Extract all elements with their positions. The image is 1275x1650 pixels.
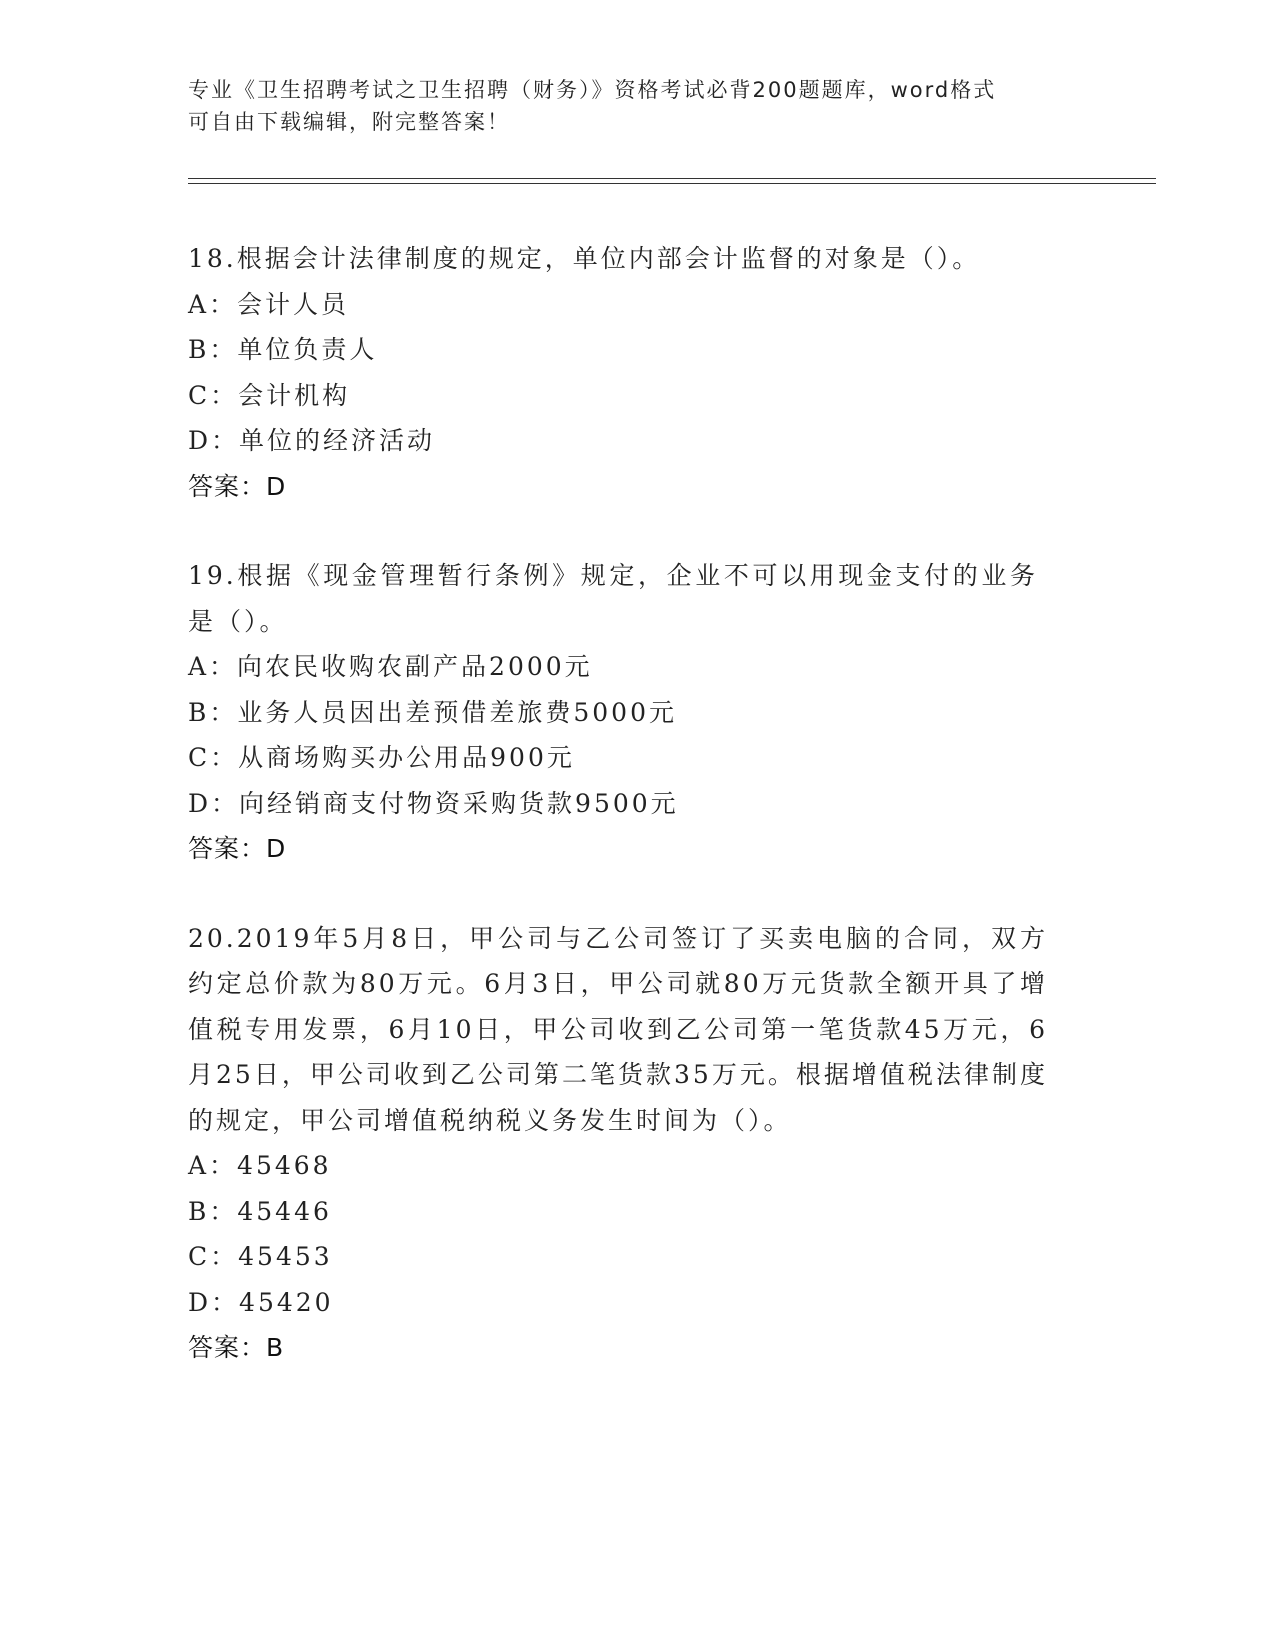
question-18 (188, 236, 1088, 509)
answer-label: 答案：B (188, 1333, 285, 1362)
option-d: D：单位的经济活动 (188, 426, 436, 455)
option-b: B：单位负责人 (188, 335, 378, 364)
option-b: B：业务人员因出差预借差旅费5000元 (188, 697, 677, 727)
option-a: A：会计人员 (188, 289, 350, 319)
header-divider-top (188, 178, 1156, 179)
option-c: C：从商场购买办公用品900元 (188, 743, 575, 772)
option-c: C：45453 (188, 1242, 333, 1271)
question-stem: 18.根据会计法律制度的规定，单位内部会计监督的对象是（）。 (188, 244, 981, 273)
question-stem: 19.根据《现金管理暂行条例》规定，企业不可以用现金支付的业务是（）。 (188, 561, 1038, 636)
header-line-2: 可自由下载编辑，附完整答案！ (188, 110, 510, 134)
option-d: D：45420 (188, 1287, 334, 1317)
answer-label: 答案：D (188, 834, 287, 863)
document-header (188, 74, 1068, 138)
question-20 (188, 916, 1088, 1371)
option-a: A：45468 (188, 1151, 332, 1180)
answer-label: 答案：D (188, 471, 287, 501)
option-d: D：向经销商支付物资采购货款9500元 (188, 788, 679, 818)
option-c: C：会计机构 (188, 380, 351, 410)
question-stem: 20.2019年5月8日，甲公司与乙公司签订了买卖电脑的合同，双方约定总价款为80万元。6月3日，甲公司就80万元货款全额开具了增值税专用发票，6月10日，甲公司收到乙公司第一笔货款45万元，6月25日，甲公司收到乙公司第二笔货款35万元。根据增值税法律制度的规定，甲公司增值税纳税义务发生时间为（）。 (188, 923, 1048, 1135)
question-19 (188, 553, 1088, 872)
question-list (188, 236, 1088, 1415)
option-b: B：45446 (188, 1196, 332, 1226)
header-divider-bottom (188, 183, 1156, 184)
header-line-1: 专业《卫生招聘考试之卫生招聘（财务）》资格考试必背200题题库，word格式 (188, 78, 997, 102)
option-a: A：向农民收购农副产品2000元 (188, 652, 593, 681)
